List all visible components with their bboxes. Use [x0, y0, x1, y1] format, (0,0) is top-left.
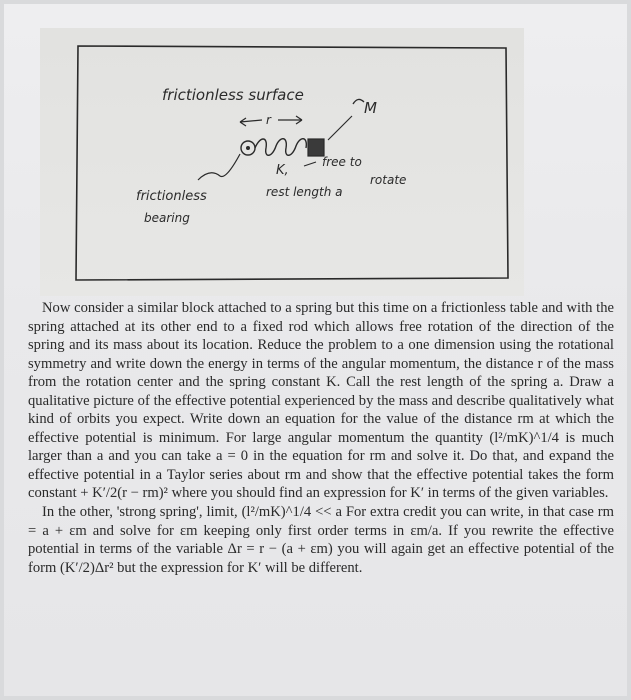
k-label: K,: [276, 163, 289, 178]
rest-length-label: rest length a: [266, 185, 343, 199]
document-page: [4, 4, 627, 696]
bearing-pointer: [198, 154, 240, 180]
mass-pointer: [328, 116, 352, 140]
bearing-label-2: bearing: [144, 211, 190, 225]
rotate-label: rotate: [370, 173, 407, 187]
mass-label: M: [364, 99, 377, 117]
r-label: r: [266, 113, 271, 127]
r-arrow-left: [240, 118, 262, 126]
paragraph-2: In the other, 'strong spring', limit, (l²/mK)^1/4 << a For extra credit you can write, in that case rm = a + εm and solve for εm keeping only first order terms in εm/a. If you rewrite the effective potential in terms of the variable Δr = r − (a + εm) you will again get an effective potential of the form (K′/2)Δr² but the expression for K′ will be different.: [28, 504, 614, 576]
surface-box: [76, 46, 508, 280]
spring: [255, 139, 306, 156]
figure-sketch: [40, 28, 524, 296]
pivot-center: [246, 146, 250, 150]
free-label: free to: [322, 155, 362, 169]
mass-leader-line: [353, 99, 364, 104]
mass-block: [308, 139, 324, 156]
bearing-label-1: frictionless: [136, 189, 207, 204]
r-arrow-right: [278, 116, 302, 124]
surface-label: frictionless surface: [162, 86, 304, 104]
free-arrow: [304, 162, 316, 166]
hand-drawn-figure: [40, 28, 524, 296]
paragraph-1: Now consider a similar block attached to a spring but this time on a frictionless table and with the spring attached at its other end to a fixed rod which allows free rotation of the direction of the spring and its mass about its location. Reduce the problem to a one dimension using the rotational symmetry and write down the energy in terms of the angular momentum, the distance r of the mass from the rotation center and the spring constant K. Call the rest length of the spring a. Draw a qualitative picture of the effective potential experienced by the mass and describe qualitatively what kind of orbits you expect. Write down an equation for the value of the distance rm at which the effective potential is minimum. For large angular momentum the quantity (l²/mK)^1/4 is much larger than a and you can take a = 0 in the equation for rm and solve it. Do that, and expand the effective potential in a Taylor series about rm and show that the effective potential takes the form constant + K′/2(r − rm)² where you should find an expression for K′ in terms of the given variables.: [28, 300, 614, 502]
problem-text: [28, 299, 614, 577]
